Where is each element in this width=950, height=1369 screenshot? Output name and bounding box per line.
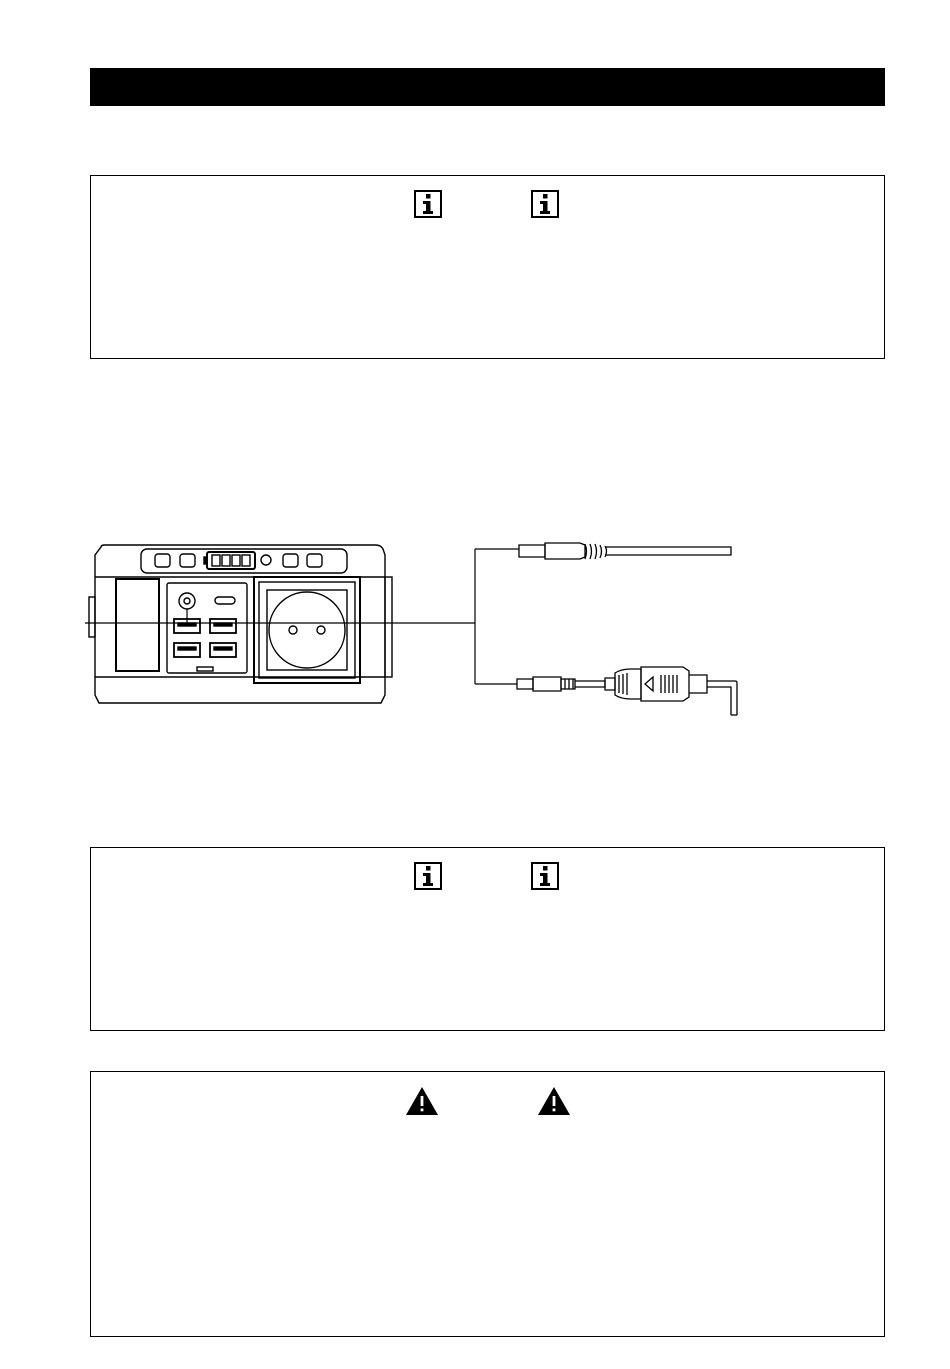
type-c-port-icon: [215, 597, 235, 604]
notice-box-middle: [90, 847, 885, 1031]
info-icon: [531, 862, 559, 890]
usb-port-icon: [174, 619, 236, 657]
info-icon: [414, 862, 442, 890]
top-buttons: [155, 554, 322, 567]
info-icon: [414, 190, 442, 218]
battery-level-icon: [204, 552, 255, 569]
notice-box-top: [90, 175, 885, 359]
power-station-device: [89, 545, 392, 703]
section-header-bar: [90, 68, 885, 106]
warning-icon: [405, 1086, 439, 1116]
dc-port-icon: [179, 593, 195, 609]
warning-icon: [537, 1086, 571, 1116]
info-icon: [531, 190, 559, 218]
warning-box: [90, 1071, 885, 1337]
car-charger-cable: [517, 667, 737, 715]
dc-charging-cable: [519, 543, 731, 559]
connection-diagram: [85, 535, 765, 725]
ac-socket-icon: [254, 577, 360, 683]
section-title: [90, 77, 102, 97]
